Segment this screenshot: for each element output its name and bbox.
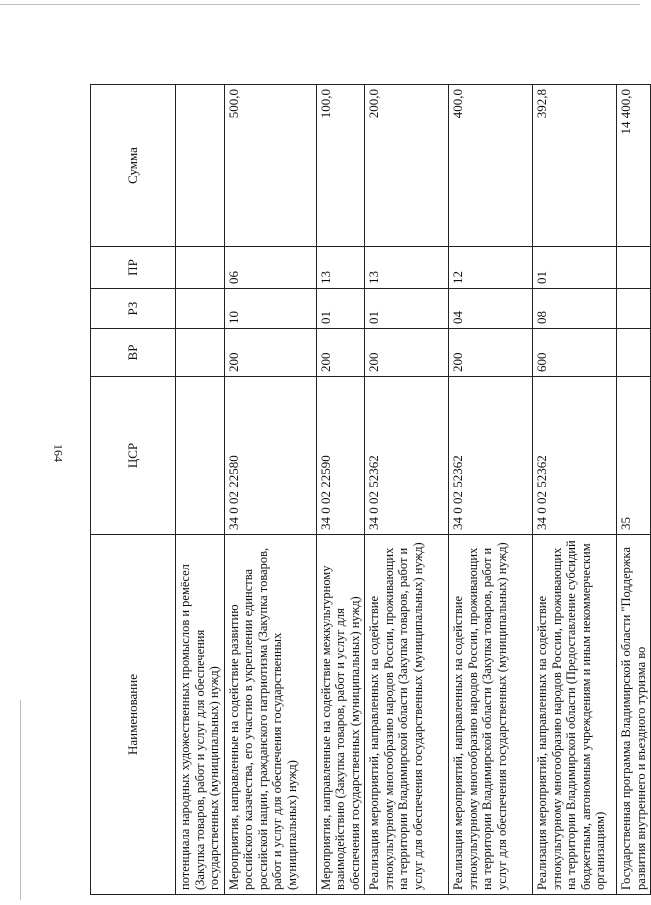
cell-name: Реализация мероприятий, направленных на содействие этнокультурному многообразию народов России, проживающих на территории Владимирской области (Закупка товаров, работ и услуг для обеспечения государственных (муниципальных) нужд) <box>449 535 533 895</box>
cell-sum: 400,0 <box>449 85 533 247</box>
header-csr: ЦСР <box>91 377 176 535</box>
cell-csr: 34 0 02 22580 <box>224 377 316 535</box>
header-rz: РЗ <box>91 289 176 329</box>
header-pr: ПР <box>91 247 176 289</box>
header-vr: ВР <box>91 329 176 377</box>
cell-pr: 13 <box>316 247 365 289</box>
table-row <box>224 85 316 895</box>
cell-vr: 200 <box>224 329 316 377</box>
cell-rz <box>176 289 225 329</box>
cell-csr: 35 <box>617 377 651 535</box>
cell-sum: 100,0 <box>316 85 365 247</box>
cell-name: Государственная программа Владимирской области "Поддержка развития внутреннего и въездного туризма во <box>617 535 651 895</box>
cell-csr: 34 0 02 52362 <box>365 377 449 535</box>
cell-csr <box>176 377 225 535</box>
cell-name: потенциала народных художественных промыслов и ремёсел (Закупка товаров, работ и услуг для обеспечения государственных (муниципальных) нужд) <box>176 535 225 895</box>
cell-vr: 200 <box>365 329 449 377</box>
header-name: Наименование <box>91 535 176 895</box>
header-sum: Сумма <box>91 85 176 247</box>
cell-pr <box>617 247 651 289</box>
cell-sum: 500,0 <box>224 85 316 247</box>
budget-table <box>90 84 651 895</box>
cell-rz: 08 <box>533 289 617 329</box>
cell-vr <box>617 329 651 377</box>
cell-vr <box>176 329 225 377</box>
cell-csr: 34 0 02 52362 <box>533 377 617 535</box>
cell-name: Реализация мероприятий, направленных на содействие этнокультурному многообразию народов России, проживающих на территории Владимирской области (Закупка товаров, работ и услуг для обеспечения государственных (муниципальных) нужд) <box>365 535 449 895</box>
cell-sum: 14 400,0 <box>617 85 651 247</box>
cell-vr: 600 <box>533 329 617 377</box>
cell-rz: 01 <box>365 289 449 329</box>
cell-pr: 06 <box>224 247 316 289</box>
cell-pr: 13 <box>365 247 449 289</box>
cell-rz: 01 <box>316 289 365 329</box>
cell-pr: 12 <box>449 247 533 289</box>
cell-pr <box>176 247 225 289</box>
cell-vr: 200 <box>449 329 533 377</box>
cell-rz: 10 <box>224 289 316 329</box>
cell-name: Реализация мероприятий, направленных на содействие этнокультурному многообразию народов России, проживающих на территории Владимирской области (Предоставление субсидий бюджетным, автономным учреждениям и иным некоммерческим организациям) <box>533 535 617 895</box>
cell-sum: 200,0 <box>365 85 449 247</box>
table-row <box>617 85 651 895</box>
cell-sum: 392,8 <box>533 85 617 247</box>
cell-rz: 04 <box>449 289 533 329</box>
table-row <box>176 85 225 895</box>
table-header-row <box>91 85 176 895</box>
cell-rz <box>617 289 651 329</box>
table-row <box>316 85 365 895</box>
table-row <box>365 85 449 895</box>
cell-sum <box>176 85 225 247</box>
table-row <box>533 85 617 895</box>
cell-csr: 34 0 02 52362 <box>449 377 533 535</box>
cell-csr: 34 0 02 22590 <box>316 377 365 535</box>
table-row <box>449 85 533 895</box>
cell-vr: 200 <box>316 329 365 377</box>
scan-edge-line <box>20 700 21 900</box>
cell-pr: 01 <box>533 247 617 289</box>
cell-name: Мероприятия, направленные на содействие межкультурному взаимодействию (Закупка товаров, работ и услуг для обеспечения государственных (муниципальных) нужд) <box>316 535 365 895</box>
scan-edge-line-top <box>0 4 640 5</box>
rotated-table-container <box>90 85 648 895</box>
page-number: 164 <box>51 444 66 462</box>
cell-name: Мероприятия, направленные на содействие развитию российского казачества, его участию в укреплении единства российской нации, гражданского патриотизма (Закупка товаров, работ и услуг для обеспечения государственных (муниципальных) нужд) <box>224 535 316 895</box>
